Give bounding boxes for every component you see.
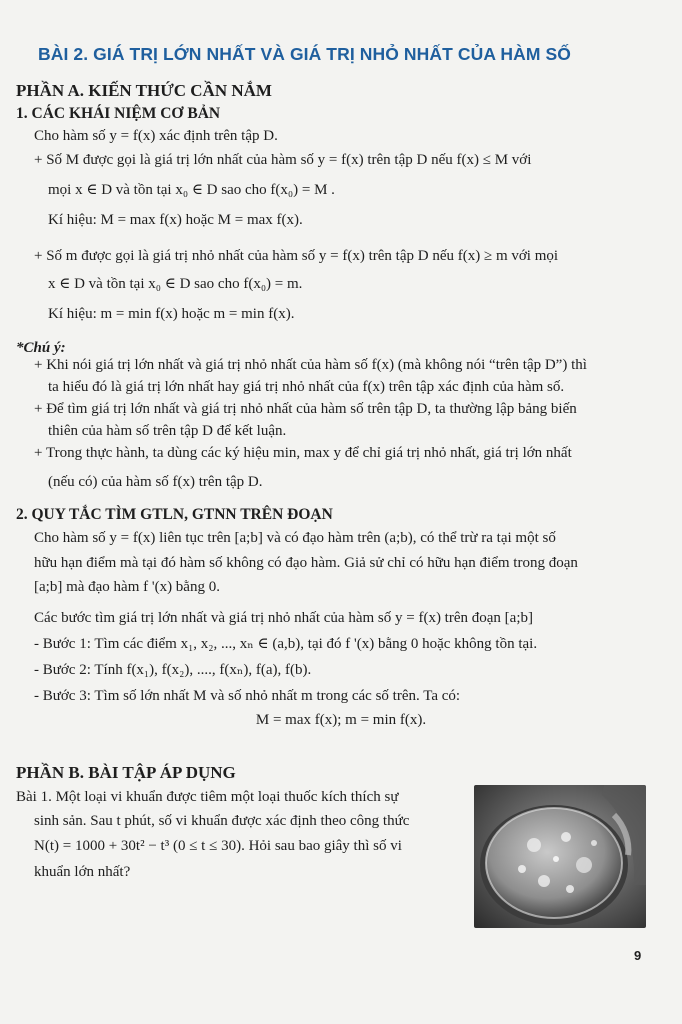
note1-line1: + Khi nói giá trị lớn nhất và giá trị nhỏ nhất của hàm số f(x) (mà không nói “trên tập D”) thì: [34, 357, 587, 373]
step-2: - Bước 2: Tính f(x₁), f(x₂), ...., f(xₙ), f(a), f(b).: [34, 662, 312, 678]
rule-line3: [a;b] mà đạo hàm f '(x) bằng 0.: [34, 579, 220, 595]
exercise-1-line1: Bài 1. Một loại vi khuẩn được tiêm một loại thuốc kích thích sự: [16, 789, 399, 805]
rule-line2: hữu hạn điểm mà tại đó hàm số không có đạo hàm. Giả sử chỉ có hữu hạn điểm trong đoạn: [34, 555, 578, 571]
note2-line1: + Để tìm giá trị lớn nhất và giá trị nhỏ nhất của hàm số trên tập D, ta thường lập bảng biến: [34, 401, 577, 417]
section-1-title: 1. CÁC KHÁI NIỆM CƠ BẢN: [16, 105, 221, 122]
exercise-1-line3: N(t) = 1000 + 30t² − t³ (0 ≤ t ≤ 30). Hỏi sau bao giây thì số vi: [34, 838, 402, 854]
steps-intro: Các bước tìm giá trị lớn nhất và giá trị nhỏ nhất của hàm số y = f(x) trên đoạn [a;b]: [34, 610, 533, 626]
part-a-title: PHẦN A. KIẾN THỨC CẦN NẮM: [16, 81, 272, 100]
max-notation: Kí hiệu: M = max f(x) hoặc M = max f(x).: [48, 212, 303, 228]
page-number: 9: [634, 948, 642, 963]
exercise-1-line4: khuẩn lớn nhất?: [34, 864, 131, 880]
intro-text: Cho hàm số y = f(x) xác định trên tập D.: [34, 128, 278, 144]
min-definition-line2: x ∈ D và tồn tại x₀ ∈ D sao cho f(x₀) = m.: [48, 276, 303, 292]
min-notation: Kí hiệu: m = min f(x) hoặc m = min f(x).: [48, 306, 295, 322]
note2-line2: thiên của hàm số trên tập D để kết luận.: [48, 423, 287, 439]
max-definition-line2: mọi x ∈ D và tồn tại x₀ ∈ D sao cho f(x₀) = M .: [48, 182, 335, 198]
min-definition-line1: + Số m được gọi là giá trị nhỏ nhất của hàm số y = f(x) trên tập D nếu f(x) ≥ m với mọi: [34, 248, 559, 264]
note-label: *Chú ý:: [16, 340, 66, 356]
note3-line2: (nếu có) của hàm số f(x) trên tập D.: [48, 474, 263, 490]
exercise-1-line2: sinh sản. Sau t phút, số vi khuẩn được xác định theo công thức: [34, 813, 410, 829]
rule-line1: Cho hàm số y = f(x) liên tục trên [a;b] và có đạo hàm trên (a;b), có thể trừ ra tại một số: [34, 530, 556, 546]
part-b-title: PHẦN B. BÀI TẬP ÁP DỤNG: [16, 763, 236, 782]
min-max-formula: M = max f(x); m = min f(x).: [255, 712, 427, 728]
step-1: - Bước 1: Tìm các điểm x₁, x₂, ..., xₙ ∈ (a,b), tại đó f '(x) bằng 0 hoặc không tồn tại.: [34, 636, 538, 652]
note3-line1: + Trong thực hành, ta dùng các ký hiệu min, max y để chỉ giá trị nhỏ nhất, giá trị lớn nhất: [34, 445, 572, 461]
section-2-title: 2. QUY TẮC TÌM GTLN, GTNN TRÊN ĐOẠN: [16, 506, 333, 523]
note1-line2: ta hiểu đó là giá trị lớn nhất hay giá trị nhỏ nhất của f(x) trên tập xác định của hàm số.: [48, 379, 565, 395]
step-3: - Bước 3: Tìm số lớn nhất M và số nhỏ nhất m trong các số trên. Ta có:: [34, 688, 461, 704]
max-definition-line1: + Số M được gọi là giá trị lớn nhất của hàm số y = f(x) trên tập D nếu f(x) ≤ M với: [34, 152, 532, 168]
petri-dish-photo: [474, 785, 646, 928]
lesson-title: BÀI 2. GIÁ TRỊ LỚN NHẤT VÀ GIÁ TRỊ NHỎ NHẤT CỦA HÀM SỐ: [38, 44, 572, 64]
